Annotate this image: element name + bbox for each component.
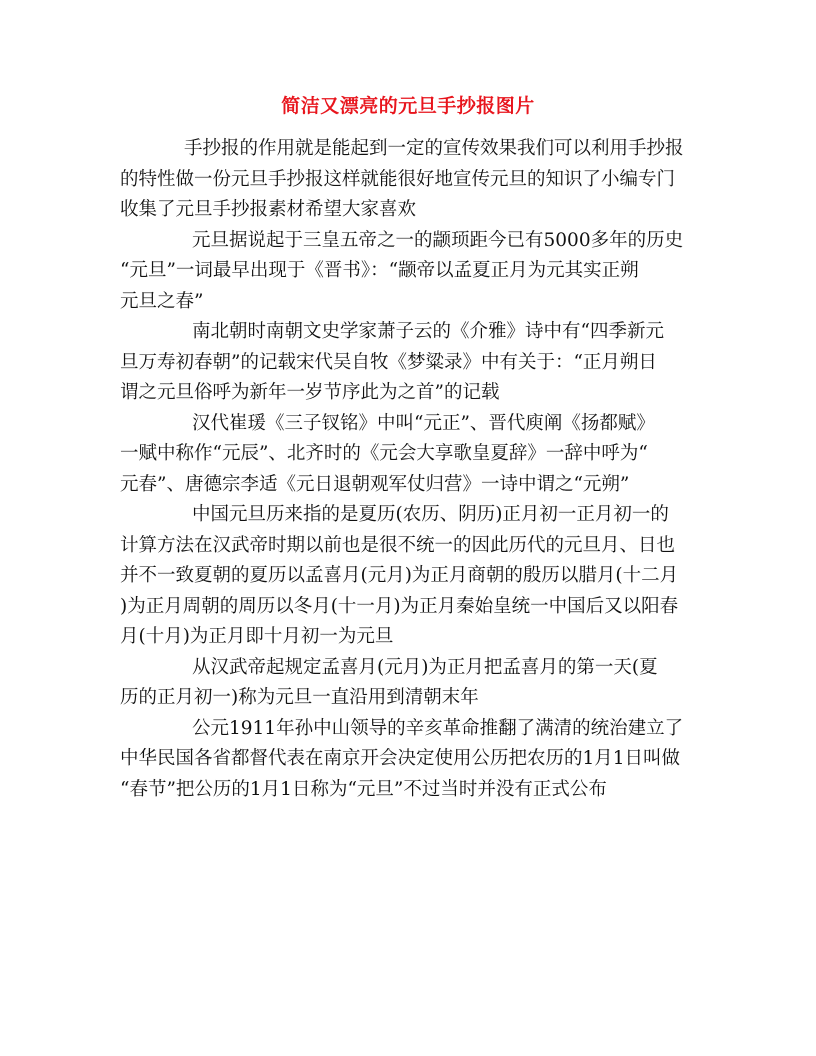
document-title: 简洁又漂亮的元旦手抄报图片 — [281, 95, 535, 117]
text-line: 旦万寿初春朝”的记载宋代吴自牧《梦粱录》中有关于：“正月朔日 — [120, 351, 657, 373]
text-line: “元旦”一词最早出现于《晋书》：“颛帝以孟夏正月为元其实正朔 — [120, 260, 639, 281]
text-line: 手抄报的作用就是能起到一定的宣传效果我们可以利用手抄报 — [184, 138, 684, 159]
paragraph-southern-dynasty — [120, 317, 700, 409]
text-line: 月(十月)为正月即十月初一为元旦 — [120, 626, 394, 647]
text-line: 一赋中称作“元辰”、北齐时的《元会大享歌皇夏辞》一辞中呼为“ — [120, 443, 648, 464]
text-line: 南北朝时南朝文史学家萧子云的《介雅》诗中有“四季新元 — [192, 321, 664, 342]
text-line: 元春”、唐德宗李适《元日退朝观军仗归营》一诗中谓之“元朔” — [120, 473, 630, 495]
document-body — [120, 134, 700, 805]
text-line: 收集了元旦手抄报素材希望大家喜欢 — [120, 199, 417, 220]
paragraph-origin — [120, 226, 700, 318]
paragraph-calendar-history — [120, 500, 700, 653]
text-line: 元旦之春” — [120, 290, 204, 312]
text-line: 的特性做一份元旦手抄报这样就能很好地宣传元旦的知识了小编专门 — [120, 168, 676, 190]
paragraph-intro — [120, 134, 700, 226]
text-line: 并不一致夏朝的夏历以孟喜月(元月)为正月商朝的殷历以腊月(十二月 — [120, 565, 679, 586]
text-line: 谓之元旦俗呼为新年一岁节序此为之首”的记载 — [120, 382, 500, 403]
text-line: 公元1911年孙中山领导的辛亥革命推翻了满清的统治建立了 — [192, 717, 684, 739]
text-line: 中华民国各省都督代表在南京开会决定使用公历把农历的1月1日叫做 — [120, 748, 681, 769]
paragraph-1911 — [120, 714, 700, 806]
text-line: 计算方法在汉武帝时期以前也是很不统一的因此历代的元旦月、日也 — [120, 534, 676, 556]
text-line: 历的正月初一)称为元旦一直沿用到清朝末年 — [120, 687, 479, 708]
text-line: 元旦据说起于三皇五帝之一的颛顼距今已有5000多年的历史 — [192, 229, 684, 251]
text-line: 从汉武帝起规定孟喜月(元月)为正月把孟喜月的第一天(夏 — [192, 656, 658, 678]
paragraph-han-dynasty — [120, 409, 700, 501]
text-line: 中国元旦历来指的是夏历(农历、阴历)正月初一正月初一的 — [192, 504, 669, 525]
paragraph-emperor-wu — [120, 653, 700, 714]
text-line: 汉代崔瑗《三子钗铭》中叫“元正”、晋代庾阐《扬都赋》 — [192, 412, 655, 434]
text-line: )为正月周朝的周历以冬月(十一月)为正月秦始皇统一中国后又以阳春 — [120, 595, 679, 617]
text-line: “春节”把公历的1月1日称为“元旦”不过当时并没有正式公布 — [120, 778, 607, 800]
